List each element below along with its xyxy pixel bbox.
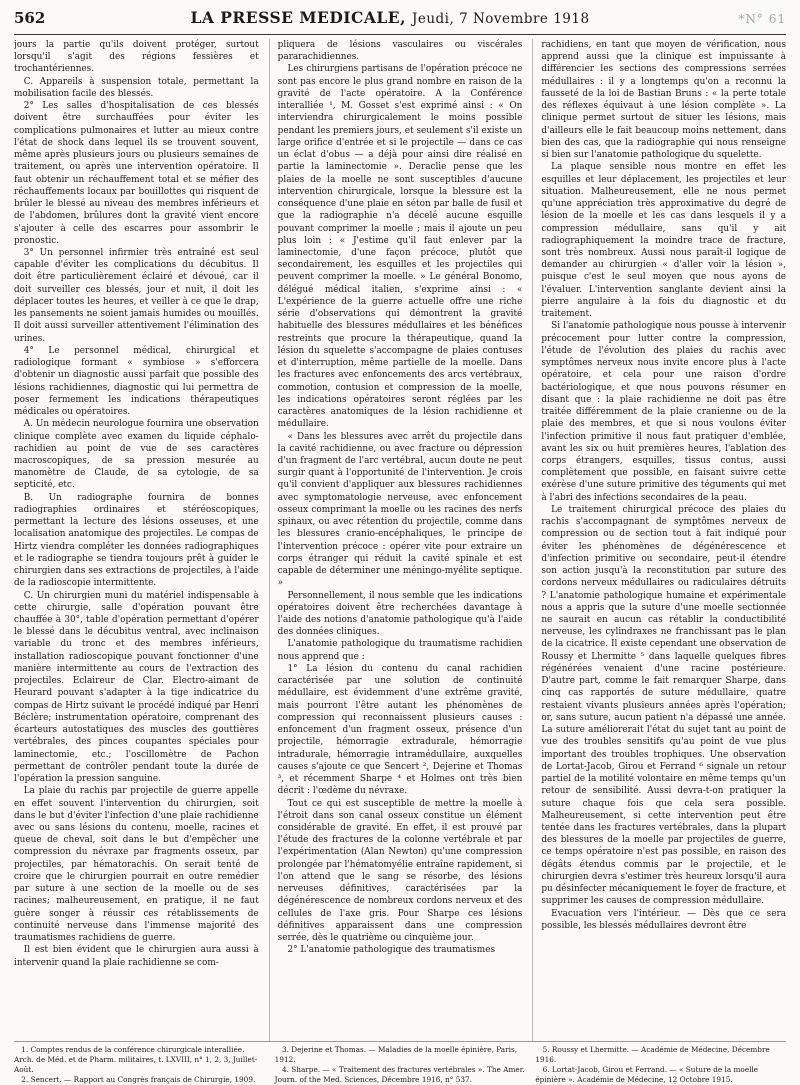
paragraph: 1° La lésion du contenu du canal rachidien caractérisée par une solution de continuité médullaire, est évidemment d'une extrême gravité, mais pourront l'être autant les phénomènes de compression qui reconnaissent plusieurs causes : enfoncement d'un fragment osseux, présence d'un projectile, hémorragie extradurale, hémorragie intradurale, hémorragie intramédullaire, auxquelles causes s'ajoute ce que Sencert ², Dejerine et Thomas ³, et récemment Sharpe ⁴ et Holmes ont très bien décrit : l'œdème du névraxe. [277,663,523,797]
journal-name: LA PRESSE MEDICALE, [190,8,407,27]
paragraph: jours la partie qu'ils doivent protéger, surtout lorsqu'il s'agit des régions fessières et trochantériennes. [14,40,259,75]
journal-title [54,8,726,27]
paragraph: Les chirurgiens partisans de l'opération précoce ne sont pas encore le plus grand nombre en raison de la gravité de l'acte opératoire. A la Conférence interalliée ¹, M. Gosset s'est exprimé ainsi : « On interviendra chirurgicalement le moins possible pendant les premiers jours, et seulement s'il existe un large orifice d'entrée et si le projectile — dans ce cas un éclat d'obus — a déjà pour ainsi dire réalisé en partie la laminectomie ». Deraclie pense que les plaies de la moelle ne sont susceptibles d'aucune intervention chirurgicale, lorsque la blessure est la conséquence d'une plaie en séton par balle de fusil et que la radiographie n'a décelé aucune esquille pouvant comprimer la moelle ; mais il ajoute un peu plus loin : « J'estime qu'il faut enlever par la laminectomie, d'une façon précoce, plutôt que secondairement, les esquilles et les projectiles qui peuvent comprimer la moelle. » Le général Bonomo, délégué médical italien, s'exprime ainsi : « L'expérience de la guerre actuelle offre une riche série d'observations qui démontrent la gravité habituelle des blessures médullaires et les bénéfices restreints que procure la thérapeutique, quand la lésion du squelette s'accompagne de plaies contuses et d'interruption, même partielle de la moelle. Dans les fractures avec enfoncements des arcs vertébraux, commotion, contusion et compression de la moelle, les indications opératoires seront réglées par les caractères anatomiques de la lésion rachidienne et médullaire. [277,64,523,430]
paragraph: 4° Le personnel médical, chirurgical et radiologique formant « symbiose » s'efforcera d'obtenir un diagnostic aussi parfait que possible des lésions rachidiennes, diagnostic qui lui permettra de poser fermement les indications thérapeutiques médicales ou opératoires. [14,345,259,418]
issue-stamp: *N° 61 [738,12,786,26]
paragraph: Evacuation vers l'intérieur. — Dès que ce sera possible, les blessés médullaires devront être [541,908,786,931]
paragraph: La plaie du rachis par projectile de guerre appelle en effet souvent l'intervention du chirurgien, soit dans le but d'éviter l'infection d'une plaie rachidienne avec ou sans lésions du contenu, moelle, racines et queue de cheval, soit dans le but d'empêcher une compression du névraxe par fragments osseux, par projectiles, par hématorachis. On serait tenté de croire que le chirurgien pourrait en outre remédier par suture à une section de la moelle ou de ses racines; malheureusement, en pratique, il ne faut guère songer à réussir ces rétablissements de continuité nerveuse dans l'immense majorité des traumatismes rachidiens de guerre. [14,786,259,944]
paragraph: Si l'anatomie pathologique nous pousse à intervenir précocement pour lutter contre la compression, l'étude de l'évolution des plaies du rachis avec symptômes nerveux nous invite encore plus à l'acte opératoire, et cela pour une raison d'ordre bactériologique, et que nous pouvons résumer en disant que : la plaie rachidienne ne doit pas être traitée différemment de la plaie cranienne ou de la plaie des membres, et que si nous voulons éviter l'infection primitive il nous faut pratiquer d'emblée, avant les six ou huit premières heures, l'ablation des corps étrangers, esquilles, tissus contus, aussi complètement que possible, en faisant suivre cette exérèse d'une suture primitive des téguments qui met à l'abri des infections secondaires de la peau. [541,321,786,503]
column-3 [532,39,786,1041]
paragraph: C. Un chirurgien muni du matériel indispensable à cette chirurgie, salle d'opération pouvant être chauffée à 30°, table d'opération permettant d'opérer le blessé dans le décubitus ventral, avec inclinaison variable du tronc et des membres inférieurs, installation radioscopique pouvant fonctionner d'une manière intermittente au cours de l'extraction des projectiles. Eclaireur de Clar. Electro-aimant de Heurard pouvant s'adapter à la tige indicatrice du compas de Hirtz suivant le procédé indiqué par Henri Béclère; instrumentation opératoire, comprenant des écarteurs autostatiques des muscles des gouttières vertébrales, des pinces coupantes spéciales pour laminectomie, etc.; l'oscillomètre de Pachon permettant de contrôler pendant toute la durée de l'opération la pression sanguine. [14,590,259,785]
paragraph: Tout ce qui est susceptible de mettre la moelle à l'étroit dans son canal osseux constitue un élément considérable de gravité. En effet, il est prouvé par l'étude des fractures de la colonne vertébrale et par l'expérimentation (Alan Newton) qu'une compression prolongée par l'hématomyélie entraîne rapidement, si l'on attend que le sang se résorbe, des lésions nerveuses définitives, caractérisées par la dégénérescence de nombreux cordons nerveux et des cellules de l'axe gris. Pour Sharpe ces lésions définitives apparaissent dans une compression serrée, dès le quatrième ou cinquième jour. [277,798,523,944]
page-header [14,8,786,35]
paragraph: A. Un médecin neurologue fournira une observation clinique complète avec examen du liquide céphalo-rachidien au point de vue de ses caractères macroscopiques, de sa pression mesurée au manomètre de Claude, de sa cytologie, de sa septicité, etc. [14,419,259,491]
footnote: 3. Dejerine et Thomas. — Maladies de la moelle épinière, Paris, 1912. [274,1045,518,1064]
page-number: 562 [14,9,46,27]
footnote: 1. Comptes rendus de la conférence chirurgicale interalliée. Arch. de Méd. et de Pharm. militaires, t. LXVIII, n° 1, 2, 3, Juillet-Août. [14,1045,258,1074]
paragraph: Il est bien évident que le chirurgien aura aussi à intervenir quand la plaie rachidienne se com- [14,945,259,968]
issue-date: Jeudi, 7 Novembre 1918 [411,11,590,27]
footnotes-col-3 [535,1045,786,1085]
column-1 [14,39,259,1041]
paragraph: pliquera de lésions vasculaires ou viscérales pararachidiennes. [277,40,523,63]
footnote: 6. Lortat-Jacob, Girou et Ferrand. — « Suture de la moelle épinière ». Académie de Médecine, 12 Octobre 1915. [535,1064,759,1084]
paragraph: La plaque sensible nous montre en effet les esquilles et leur déplacement, les projectiles et leur situation. Malheureusement, elle ne nous permet qu'une appréciation très approximative du degré de lésion de la moelle et les cas dans lesquels il y a compression médullaire, sans qu'il y ait radiographiquement la moindre trace de fracture, sont très nombreux. Aussi nous paraît-il logique de demander au chirurgien « d'aller voir la lésion », puisque c'est le seul moyen que nous ayons de l'évaluer. L'intervention sanglante devient ainsi la pierre angulaire à la fois du diagnostic et du traitement. [541,162,786,320]
article-columns [14,39,786,1041]
paragraph: L'anatomie pathologique du traumatisme rachidien nous apprend que : [277,639,523,662]
footnote: 2. Sencert. — Rapport au Congrès français de Chirurgie, 1909. [21,1074,256,1084]
column-2 [269,39,523,1041]
paragraph: 2° Les salles d'hospitalisation de ces blessés doivent être surchauffées pour éviter les complications pulmonaires et lutter au mieux contre l'état de shock dans lequel ils se trouvent souvent, même après plusieurs jours ou plusieurs semaines de traitement, ou après une intervention opératoire. Il faut obtenir un réchauffement total et se méfier des réchauffements locaux par bouillottes qui risquent de brûler le blessé au niveau des membres inférieurs et de l'abdomen, brûlures dont la gravité vient encore s'ajouter à celle des escarres pour assombrir le pronostic. [14,101,259,246]
footnotes [14,1041,786,1085]
paragraph: 3° Un personnel infirmier très entraîné est seul capable d'éviter les complications du décubitus. Il doit être particulièrement éclairé et dévoué, car il doit surveiller ces blessés, jour et nuit, il doit les déplacer toutes les heures, et veiller à ce que le drap, les pansements ne soient jamais humides ou mouillés. Il doit aussi surveiller attentivement l'élimination des urines. [14,247,259,344]
paragraph: « Dans les blessures avec arrêt du projectile dans la cavité rachidienne, ou avec fracture ou dépression d'un fragment de l'arc vertébral, aucun doute ne peut surgir quant à l'opportunité de l'intervention. Je crois qu'il convient d'appliquer aux blessures rachidiennes avec symptomatologie nerveuse, avec enfoncement osseux comprimant la moelle ou les racines des nerfs spinaux, ou avec rétention du projectile, comme dans les blessures cranio-encéphaliques, le principe de l'intervention précoce : opérer vite pour extraire un corps étranger qui réduit la cavité spinale et est capable de déterminer une méningo-myélite septique. » [277,431,523,589]
paragraph: C. Appareils à suspension totale, permettant la mobilisation facile des blessés. [14,76,259,99]
paragraph: Personnellement, il nous semble que les indications opératoires doivent être recherchées davantage à l'aide des notions d'anatomie pathologique qu'à l'aide des données cliniques. [277,590,523,638]
footnotes-col-1 [14,1045,265,1085]
footnote: 5. Roussy et Lhermitte. — Académie de Médecine, Décembre 1916. [535,1045,770,1064]
footnote: 4. Sharpe. — « Traitement des fractures vertébrales ». The Amer. Journ. of the Med. Sciences, Décembre 1916, n° 537. [274,1064,525,1084]
paragraph: B. Un radiographe fournira de bonnes radiographies ordinaires et stéréoscopiques, permettant la lecture des lésions osseuses, et une localisation anatomique des projectiles. Le compas de Hirtz viendra compléter les données radiographiques et le radiographe se tiendra toujours prêt à guider le chirurgien dans ses extractions de projectiles, à l'aide de la radioscopie intermittente. [14,492,259,589]
paragraph: rachidiens, en tant que moyen de vérification, nous apprend aussi que la clinique est impuissante à différencier les sections des compressions serrées médullaires : il y a longtemps qu'on a reconnu la fausseté de la loi de Bastian Bruns : « la perte totale des réflexes équivaut à une lésion complète ». La clinique permet surtout de situer les lésions, mais d'ailleurs elle le fait beaucoup moins nettement, dans bien des cas, que la radiographie qui nous renseigne si bien sur l'anatomie pathologique du squelette. [541,40,786,161]
paragraph: 2° L'anatomie pathologique des traumatismes [287,945,496,956]
paragraph: Le traitement chirurgical précoce des plaies du rachis s'accompagnant de symptômes nerveux de compression ou de section tout à fait indiqué pour éviter les phénomènes de dégénérescence et d'infection primitive ou secondaire, peut-il étendre son action jusqu'à la reconstitution par suture des cordons nerveux médullaires ou radiculaires détruits ? L'anatomie pathologique humaine et expérimentale nous a appris que la suture d'une moelle sectionnée ne saurait en aucun cas rétablir la conductibilité nerveuse, les cylindraxes ne franchissant pas le plan de la cicatrice. Il existe cependant une observation de Roussy et Lhermitte ⁵ dans laquelle quelques fibres régénérées venaient d'une racine postérieure. D'autre part, comme le fait remarquer Sharpe, dans cinq cas rapportés de suture médullaire, quatre restaient vivants plusieurs années après l'opération; or, sans suture, aucun patient n'a dépassé une année. La suture améliorerait l'état du sujet tant au point de vue des troubles sensitifs qu'au point de vue plus important des troubles trophiques. Une observation de Lortat-Jacob, Girou et Ferrand ⁶ signale un retour partiel de la motilité volontaire en même temps qu'un retour de sensibilité. Aussi devra-t-on pratiquer la suture chaque fois que cela sera possible. Malheureusement, si cette intervention peut être tentée dans les fractures vertébrales, dans la plupart des blessures de la moelle par projectiles de guerre, ce temps opératoire n'est pas possible, en raison des dégâts étendus commis par le projectile, et le chirurgien devra s'estimer très heureux lorsqu'il aura pu désinfecter mécaniquement le foyer de fracture, et supprimer les causes de compression médullaire. [541,504,786,907]
footnotes-col-2 [275,1045,526,1085]
